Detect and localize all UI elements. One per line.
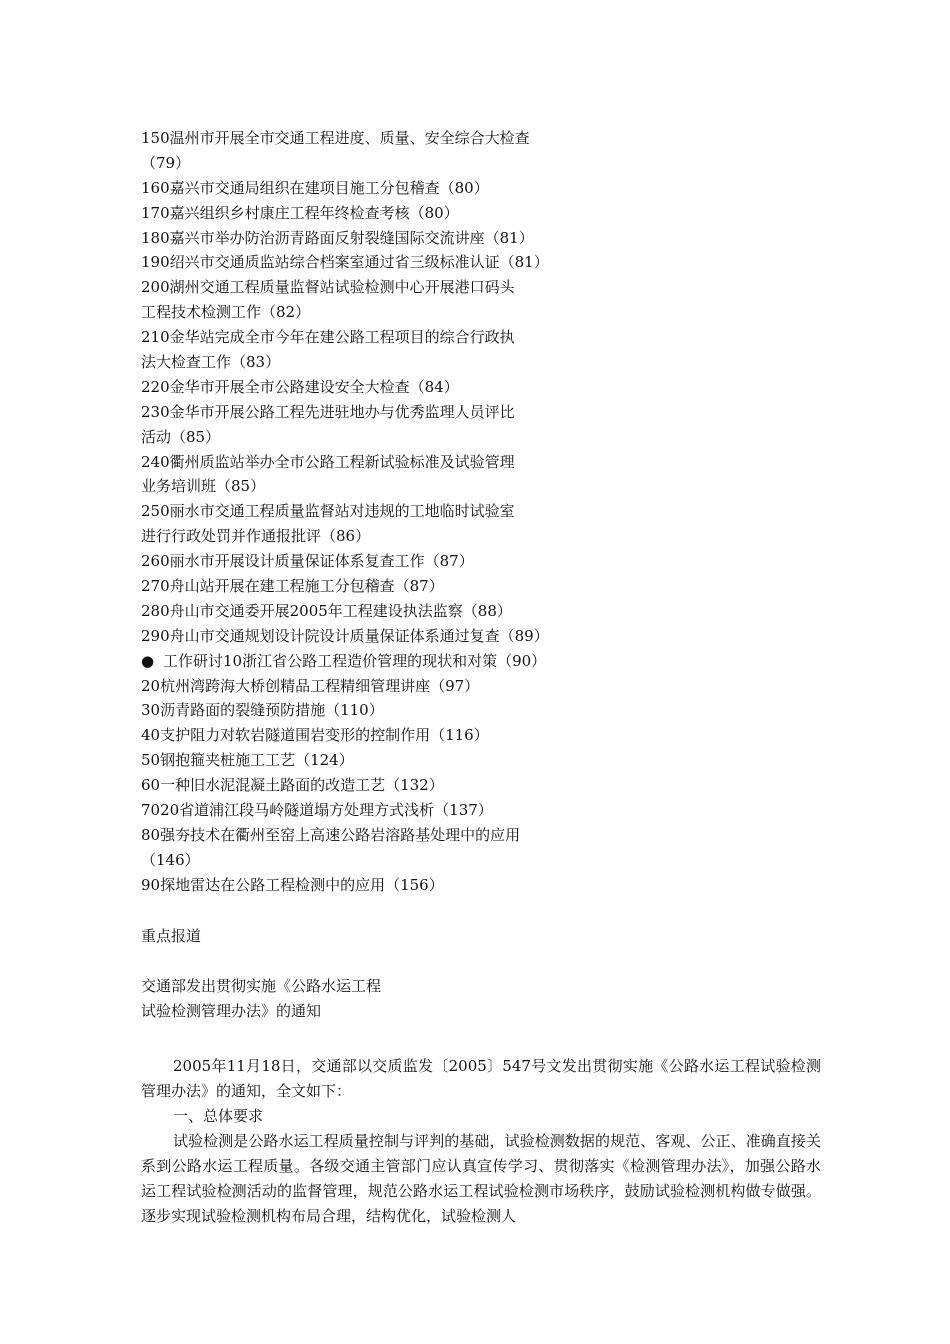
article-paragraph: 2005年11月18日，交通部以交质监发〔2005〕547号文发出贯彻实施《公路水运工程试验检测管理办法》的通知，全文如下： [141, 1056, 821, 1100]
toc-line: 法大检查工作（83） [141, 353, 281, 372]
toc-line: 240衢州质监站举办全市公路工程新试验标准及试验管理 [141, 452, 515, 471]
toc-line: 220金华市开展全市公路建设安全大检查（84） [141, 377, 459, 396]
article-paragraph: 试验检测是公路水运工程质量控制与评判的基础，试验检测数据的规范、客观、公正、准确直接关系到公路水运工程质量。各级交通主管部门应认真宣传学习、贯彻落实《检测管理办法》，加强公路水运工程试验检测活动的监督管理，规范公路水运工程试验检测市场秩序，鼓励试验检测机构做专做强。逐步实现试验检测机构布局合理，结构优化，试验检测人 [141, 1131, 821, 1225]
toc-line: 230金华市开展公路工程先进驻地办与优秀监理人员评比 [141, 402, 515, 421]
bullet-icon: ● [141, 651, 155, 670]
toc-line: 260丽水市开展设计质量保证体系复查工作（87） [141, 552, 474, 571]
toc-line: 280舟山市交通委开展2005年工程建设执法监察（88） [141, 601, 512, 620]
toc-line: 业务培训班（85） [141, 477, 266, 496]
article-body [141, 1054, 821, 1229]
toc-line: 190绍兴市交通质监站综合档案室通过省三级标准认证（81） [141, 253, 549, 272]
toc-line: 7020省道浦江段马岭隧道塌方处理方式浅析（137） [141, 801, 493, 820]
toc-line: 40支护阻力对软岩隧道围岩变形的控制作用（116） [141, 726, 489, 745]
article-title-line: 试验检测管理办法》的通知 [141, 1001, 322, 1020]
toc-line: 270舟山站开展在建工程施工分包稽查（87） [141, 577, 444, 596]
toc-line: 活动（85） [141, 427, 221, 446]
toc-line: 210金华站完成全市今年在建公路工程项目的综合行政执 [141, 328, 515, 347]
section-heading: 重点报道 [141, 926, 202, 945]
toc-line: 20杭州湾跨海大桥创精品工程精细管理讲座（97） [141, 676, 480, 695]
toc-line: 工程技术检测工作（82） [141, 303, 311, 322]
document-page [141, 126, 821, 1229]
toc-line: 200湖州交通工程质量监督站试验检测中心开展港口码头 [141, 278, 515, 297]
toc-line: 50钢抱箍夹桩施工工艺（124） [141, 751, 354, 770]
article-subheading: 一、总体要求 [173, 1106, 264, 1125]
toc-line: 进行行政处罚并作通报批评（86） [141, 527, 371, 546]
toc-list [141, 126, 821, 898]
toc-line: 30沥青路面的裂缝预防措施（110） [141, 701, 384, 720]
toc-line: （146） [141, 850, 200, 869]
toc-line: （79） [141, 153, 191, 172]
toc-line: 160嘉兴市交通局组织在建项目施工分包稽查（80） [141, 178, 489, 197]
article-title [141, 974, 821, 1024]
article-title-line: 交通部发出贯彻实施《公路水运工程 [141, 976, 382, 995]
toc-line: 80强夯技术在衢州至窑上高速公路岩溶路基处理中的应用 [141, 825, 521, 844]
toc-line: 180嘉兴市举办防治沥青路面反射裂缝国际交流讲座（81） [141, 228, 534, 247]
toc-line: 150温州市开展全市交通工程进度、质量、安全综合大检查 [141, 129, 530, 147]
toc-bullet-line [141, 649, 821, 674]
toc-line: 90探地雷达在公路工程检测中的应用（156） [141, 875, 444, 894]
toc-line: 250丽水市交通工程质量监督站对违规的工地临时试验室 [141, 502, 515, 521]
toc-line: 290舟山市交通规划设计院设计质量保证体系通过复查（89） [141, 626, 549, 645]
toc-line: 60一种旧水泥混凝土路面的改造工艺（132） [141, 776, 444, 795]
toc-line: 170嘉兴组织乡村康庄工程年终检查考核（80） [141, 203, 459, 222]
toc-bullet-text: 工作研讨10浙江省公路工程造价管理的现状和对策（90） [163, 651, 547, 670]
